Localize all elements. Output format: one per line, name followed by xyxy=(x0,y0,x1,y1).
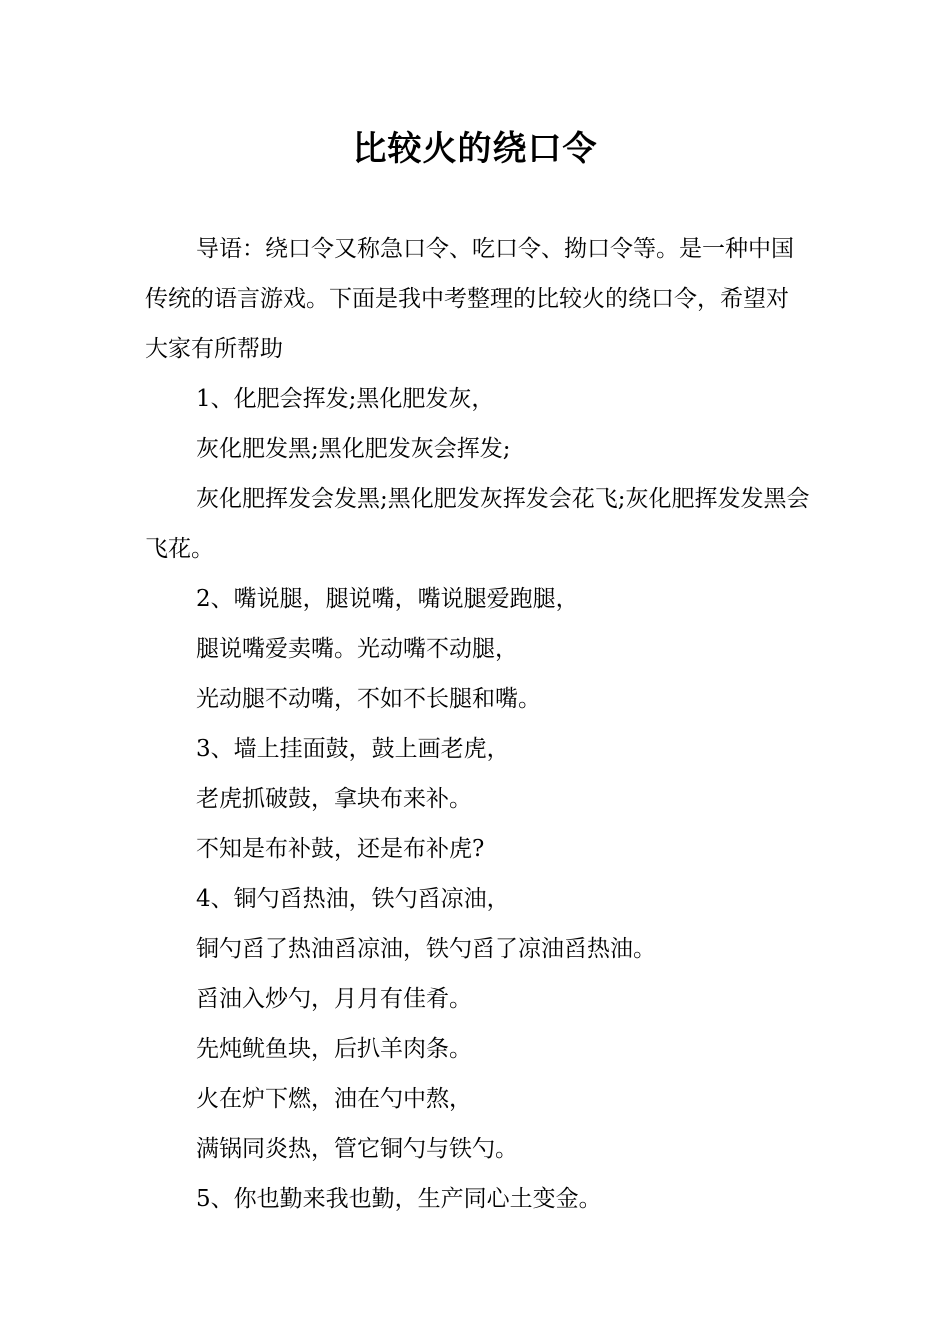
tongue-twister-2-line-1: 2、嘴说腿，腿说嘴，嘴说腿爱跑腿， xyxy=(196,586,579,612)
tongue-twister-3-line-1: 3、墙上挂面鼓，鼓上画老虎， xyxy=(196,736,510,762)
document-body xyxy=(145,224,810,1224)
tongue-twister-5-line-1: 5、你也勤来我也勤，生产同心土变金。 xyxy=(196,1186,602,1212)
tongue-twister-4-line-5: 火在炉下燃，油在勺中熬， xyxy=(196,1086,472,1112)
tongue-twister-4-line-3: 舀油入炒勺，月月有佳肴。 xyxy=(196,986,472,1012)
tongue-twister-4-line-4: 先炖鱿鱼块，后扒羊肉条。 xyxy=(196,1036,472,1062)
tongue-twister-4-line-2: 铜勺舀了热油舀凉油，铁勺舀了凉油舀热油。 xyxy=(196,936,656,962)
tongue-twister-4-line-1: 4、铜勺舀热油，铁勺舀凉油， xyxy=(196,886,510,912)
tongue-twister-3-line-2: 老虎抓破鼓，拿块布来补。 xyxy=(196,786,472,812)
tongue-twister-4-line-6: 满锅同炎热，管它铜勺与铁勺。 xyxy=(196,1136,518,1162)
tongue-twister-2-line-3: 光动腿不动嘴，不如不长腿和嘴。 xyxy=(196,686,541,712)
tongue-twister-1-line-2: 灰化肥发黑;黑化肥发灰会挥发; xyxy=(196,436,511,462)
tongue-twister-1-line-1: 1、化肥会挥发;黑化肥发灰， xyxy=(196,386,495,412)
intro-paragraph: 导语：绕口令又称急口令、吃口令、拗口令等。是一种中国传统的语言游戏。下面是我中考整理的比较火的绕口令，希望对大家有所帮助 xyxy=(145,236,794,362)
tongue-twister-3-line-3: 不知是布补鼓，还是布补虎? xyxy=(196,836,485,862)
tongue-twister-1-line-3: 灰化肥挥发会发黑;黑化肥发灰挥发会花飞;灰化肥挥发发黑会飞花。 xyxy=(145,486,810,562)
document-title: 比较火的绕口令 xyxy=(352,129,598,169)
tongue-twister-2-line-2: 腿说嘴爱卖嘴。光动嘴不动腿， xyxy=(196,636,518,662)
